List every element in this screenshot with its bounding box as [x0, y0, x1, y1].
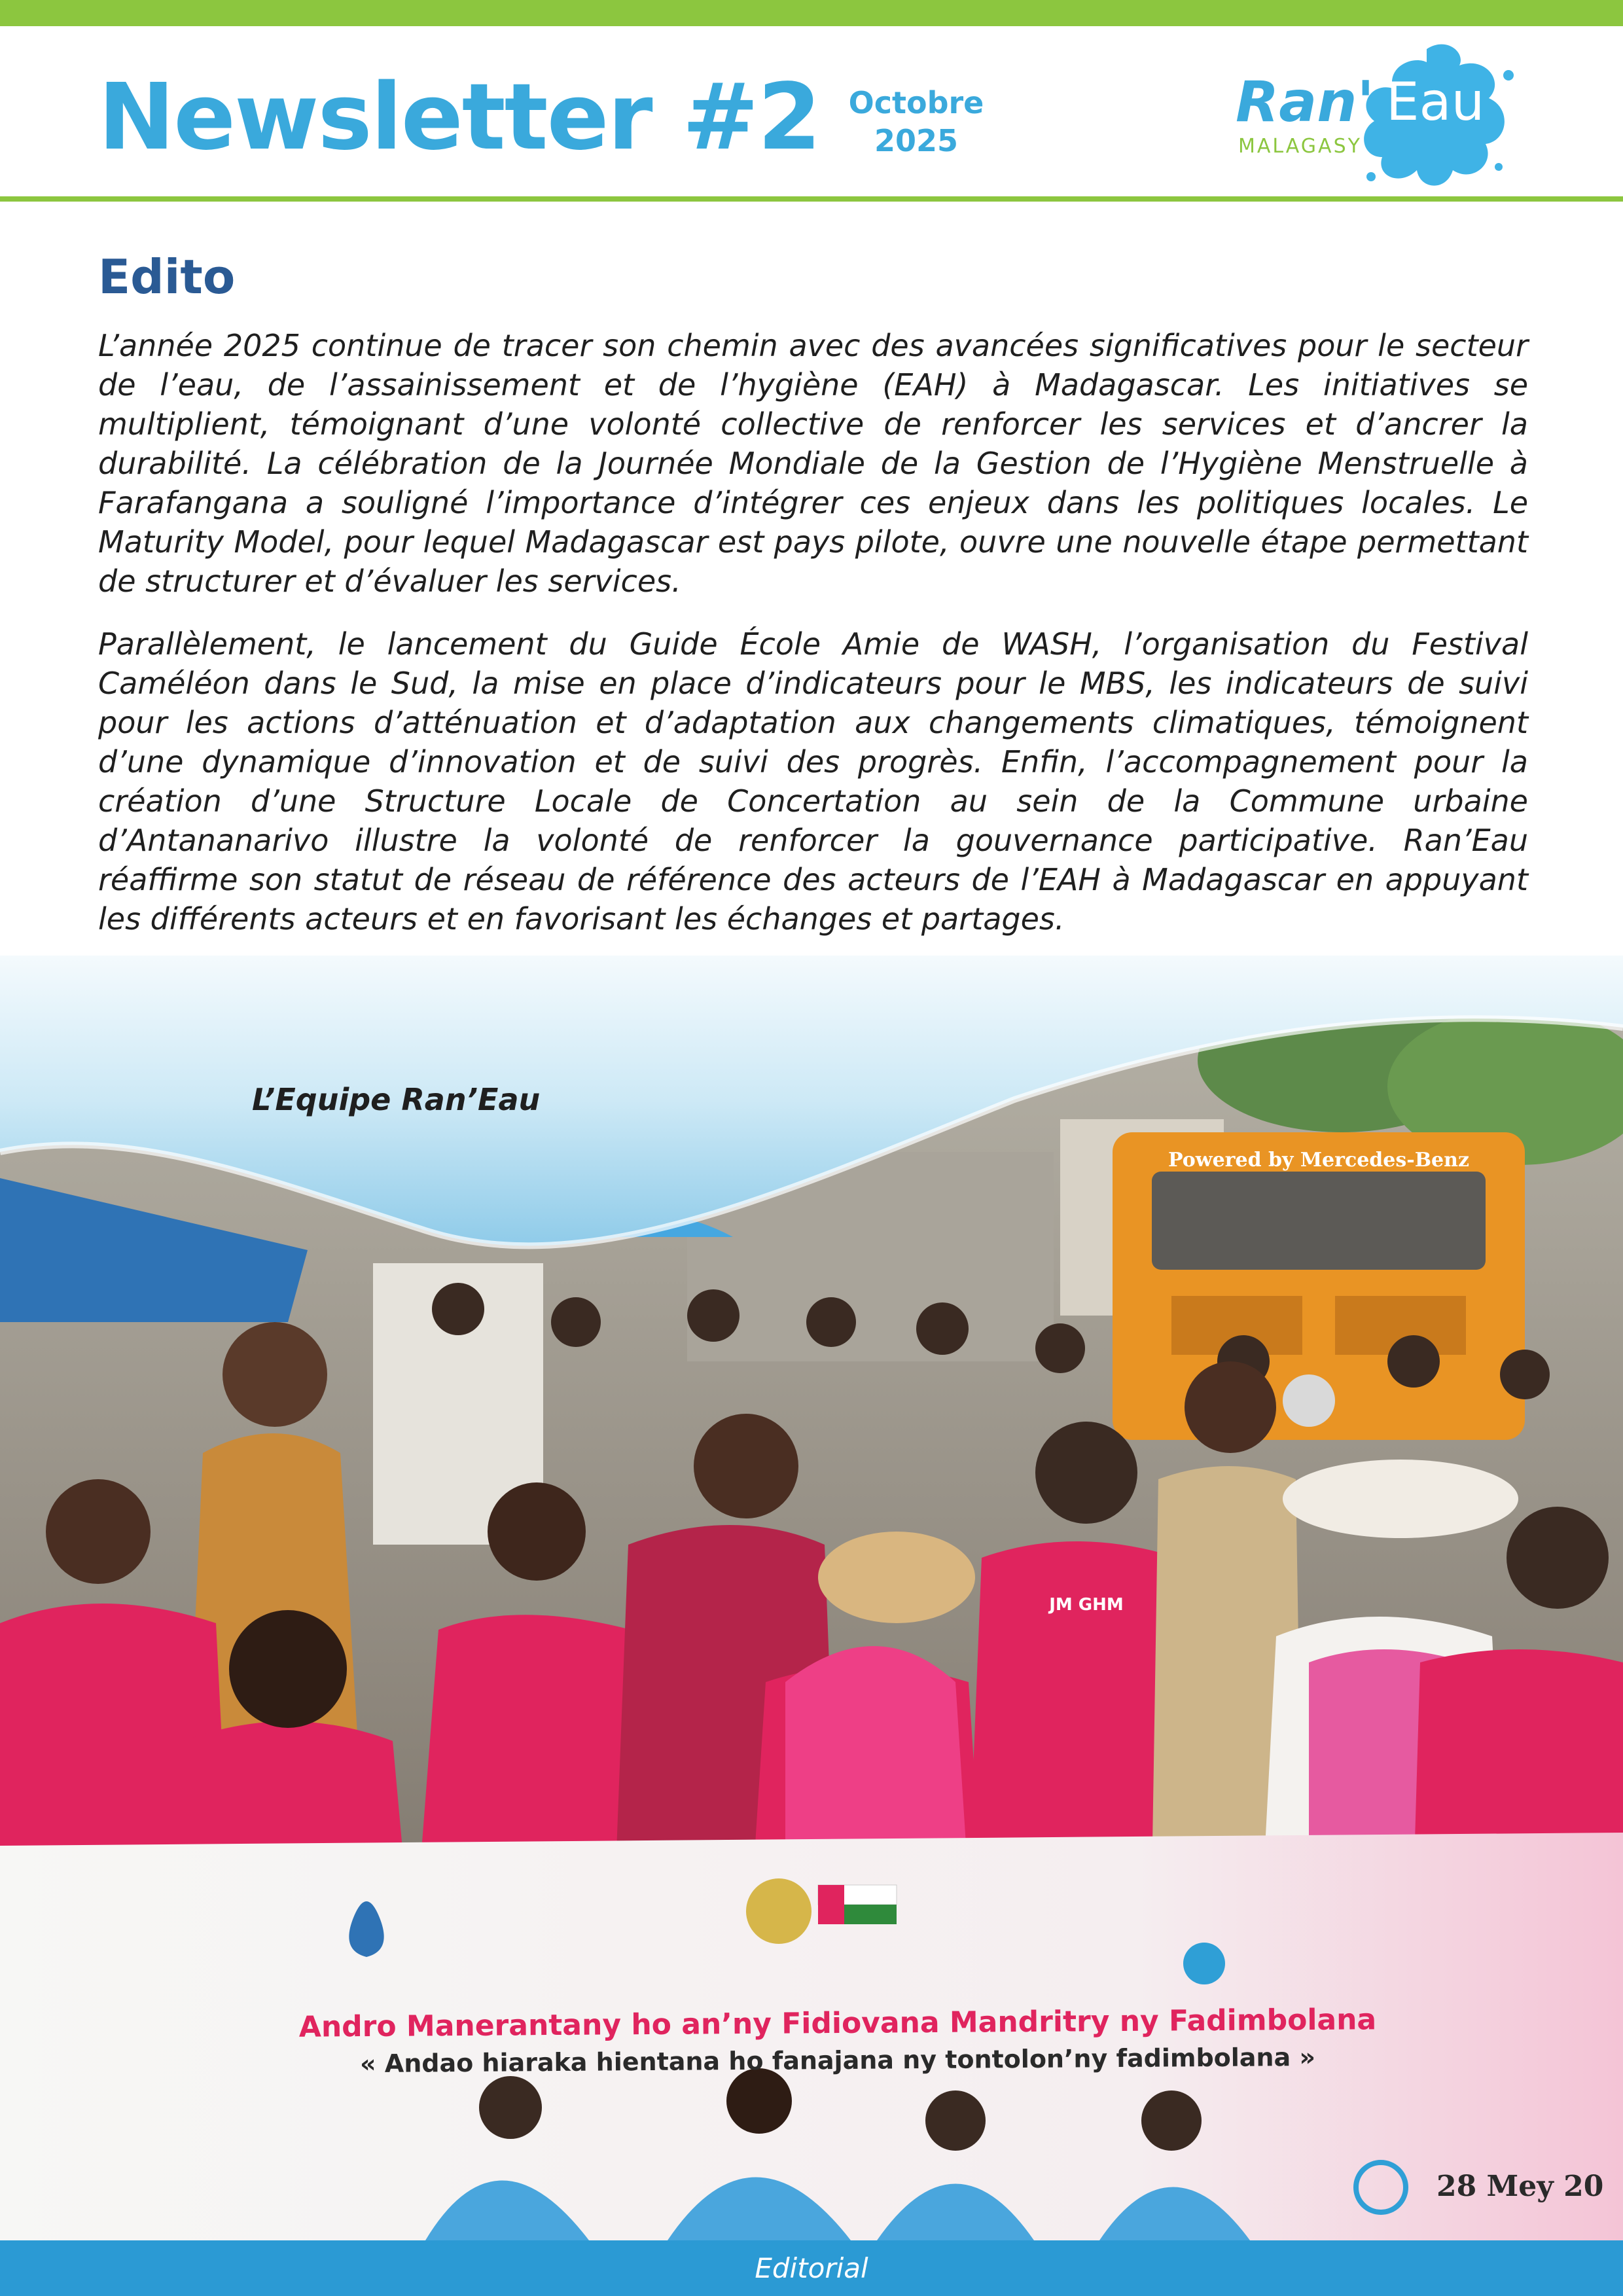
- truck-text: Powered by Mercedes-Benz: [1168, 1149, 1469, 1172]
- orange-truck: [1113, 1132, 1525, 1440]
- top-green-rule: [0, 0, 1623, 26]
- logo-ran-text: Ran': [1236, 69, 1374, 135]
- shirt-text: JM GHM: [1049, 1595, 1124, 1615]
- raneau-logo: [1230, 36, 1518, 193]
- header-green-rule: [0, 196, 1623, 202]
- newsletter-title: Newsletter #2: [98, 64, 821, 171]
- edito-body: [98, 326, 1528, 1001]
- edito-paragraph: L’année 2025 continue de tracer son chemin avec des avancées significatives pour le secteur de l’eau, de l’assainissement et de l’hygiène (EAH) à Madagascar. Les initiatives se multiplient, témoignant d’une volonté collective de renforcer les services et d’ancrer la durabilité. La célébration de la Journée Mondiale de la Gestion de l’Hygiène Menstruelle à Farafangana a souligné l’importance d’intégrer ces enjeux dans les politiques locales. Le Maturity Model, pour lequel Madagascar est pays pilote, ouvre une nouvelle étape permettant de structurer et d’évaluer les services.: [98, 328, 1528, 599]
- logo-eau-text: Eau: [1386, 71, 1485, 132]
- issue-month: Octobre: [848, 85, 984, 120]
- issue-year: 2025: [874, 123, 959, 158]
- banner-slogan: « Andao hiaraka hientana ho fanajana ny tontolon’ny fadimbolana »: [359, 2042, 1316, 2079]
- edito-paragraph: Parallèlement, le lancement du Guide École Amie de WASH, l’organisation du Festival Caméléon dans le Sud, la mise en place d’indicateurs pour le MBS, les indicateurs de suivi pour les actions d’atténuation et d’adaptation aux changements climatiques, témoignent d’une dynamique d’innovation et de suivi des progrès. Enfin, l’accompagnement pour la création d’une Structure Locale de Concertation au sein de la Commune urbaine d’Antananarivo illustre la volonté de renforcer la gouvernance participative. Ran’Eau réaffirme son statut de réseau de référence des acteurs de l’EAH à Madagascar en appuyant les différents acteurs et en favorisant les échanges et partages.: [98, 626, 1528, 937]
- banner-title: Andro Manerantany ho an’ny Fidiovana Mandritry ny Fadimbolana: [298, 2003, 1377, 2044]
- footer-section-label: Editorial: [755, 2251, 868, 2284]
- logo-subtitle-text: MALAGASY: [1238, 135, 1362, 158]
- hygiene-day-logo-icon: [1183, 1943, 1225, 1984]
- issue-date: [818, 84, 1014, 160]
- footer-bar: [0, 2240, 1623, 2296]
- banner-date: 28 Mey 20: [1436, 2170, 1604, 2203]
- edito-heading: Edito: [98, 249, 236, 304]
- edito-signature: L’Equipe Ran’Eau: [252, 1082, 541, 1117]
